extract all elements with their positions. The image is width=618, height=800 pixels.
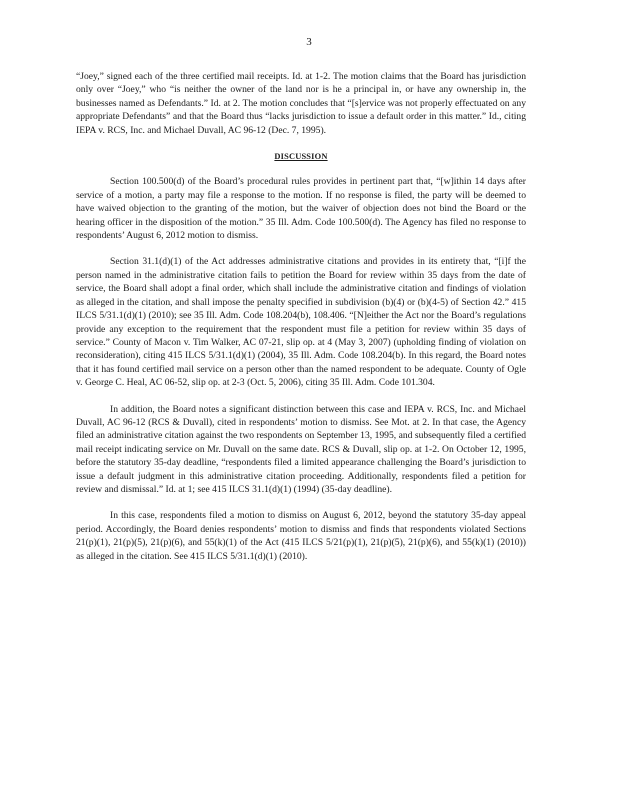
paragraph-procedural-rules: Section 100.500(d) of the Board’s procedural rules provides in pertinent part that, “[w]ithin 14 days after service of a motion, a party may file a response to the motion. If no response is filed, the party will be deemed to have waived objection to the granting of the motion, but the waiver of objection does not bind the Board or the hearing officer in the disposition of the motion.” 35 Ill. Adm. Code 100.500(d). The Agency has filed no response to respondents’ August 6, 2012 motion to dismiss. xyxy=(76,176,526,242)
paragraph-motion-summary: “Joey,” signed each of the three certified mail receipts. Id. at 1-2. The motion claims that the Board has jurisdiction only over “Joey,” who “is neither the owner of the land nor is he a principal in, or have any ownership in, the businesses named as Defendants.” Id. at 2. The motion concludes that “[s]ervice was not properly effectuated on any appropriate Defendants” and that the Board thus “lacks jurisdiction to issue a default order in this matter.” Id., citing IEPA v. RCS, Inc. and Michael Duvall, AC 96-12 (Dec. 7, 1995). xyxy=(76,71,526,136)
paragraph-section-31: Section 31.1(d)(1) of the Act addresses administrative citations and provides in its entirety that, “[i]f the person named in the administrative citation fails to petition the Board for review within 35 days from the date of service, the Board shall adopt a final order, which shall include the administrative citation and findings of violation as alleged in the citation, and shall impose the penalty specified in subdivision (b)(4) or (b)(4-5) of Section 42.” 415 ILCS 5/31.1(d)(1) (2010); see 35 Ill. Adm. Code 108.204(b), 108.406. “[N]either the Act nor the Board’s regulations provide any exception to the requirement that the respondent must file a petition for review within 35 days of service.” County of Macon v. Tim Walker, AC 07-21, slip op. at 4 (May 3, 2007) (upholding finding of violation on reconsideration), citing 415 ILCS 5/31.1(d)(1) (2004), 35 Ill. Adm. Code 108.204(b). In this regard, the Board notes that it has found certified mail service on a person other than the named respondent to be adequate. County of Ogle v. George C. Heal, AC 06-52, slip op. at 2-3 (Oct. 5, 2006), citing 35 Ill. Adm. Code 101.304. xyxy=(76,256,526,389)
paragraph-conclusion: In this case, respondents filed a motion to dismiss on August 6, 2012, beyond the statutory 35-day appeal period. Accordingly, the Board denies respondents’ motion to dismiss and finds that respondents violated Sections 21(p)(1), 21(p)(5), 21(p)(6), and 55(k)(1) of the Act (415 ILCS 5/21(p)(1), 21(p)(5), 21(p)(6), and 55(k)(1) (2010)) as alleged in the citation. See 415 ILCS 5/31.1(d)(1) (2010). xyxy=(76,510,526,562)
page-number: 3 xyxy=(306,36,312,48)
document-body xyxy=(76,70,526,563)
section-heading-discussion: DISCUSSION xyxy=(274,152,328,162)
paragraph-distinction: In addition, the Board notes a significant distinction between this case and IEPA v. RCS, Inc. and Michael Duvall, AC 96-12 (RCS & Duvall), cited in respondents’ motion to dismiss. See Mot. at 2. In that case, the Agency filed an administrative citation against the two respondents on September 13, 1995, and subsequently filed a certified mail receipt indicating service on Mr. Duvall on the same date. RCS & Duvall, slip op. at 1-2. On October 12, 1995, before the statutory 35-day deadline, “respondents filed a limited appearance challenging the Board’s jurisdiction to issue a default judgment in this administrative citation proceeding. Additionally, respondents filed a petition for review and dismissal.” Id. at 1; see 415 ILCS 31.1(d)(1) (1994) (35-day deadline). xyxy=(76,403,526,495)
